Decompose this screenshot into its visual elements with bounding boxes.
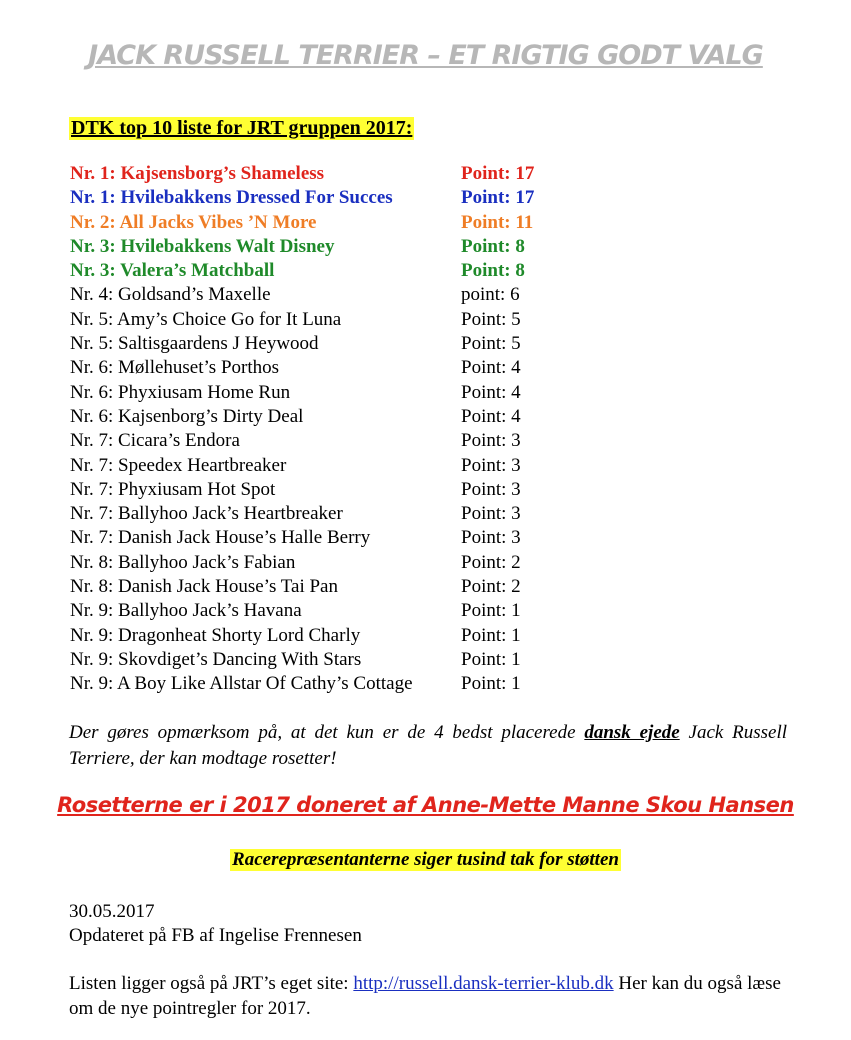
ranking-list <box>70 162 590 697</box>
footer-text <box>69 971 787 1021</box>
thanks-line: Racerepræsentanterne siger tusind tak for støtten <box>232 849 619 870</box>
ranking-name: Nr. 7: Ballyhoo Jack’s Heartbreaker <box>70 503 343 525</box>
ranking-points: Point: 1 <box>461 624 521 646</box>
ranking-name: Nr. 7: Cicara’s Endora <box>70 430 240 452</box>
ranking-row <box>70 186 590 210</box>
note-text-before: Der gøres opmærksom på, at det kun er de 4 bedst placerede <box>69 722 585 743</box>
ranking-points: Point: 17 <box>461 163 535 184</box>
ranking-row <box>70 162 590 186</box>
ranking-row <box>70 478 590 502</box>
ranking-name: Nr. 8: Danish Jack House’s Tai Pan <box>70 576 338 598</box>
ranking-row <box>70 211 590 235</box>
ranking-row <box>70 599 590 623</box>
ranking-row <box>70 283 590 307</box>
ranking-points: Point: 1 <box>461 600 521 622</box>
ranking-points: point: 6 <box>461 284 520 306</box>
ranking-name: Nr. 5: Amy’s Choice Go for It Luna <box>70 308 342 330</box>
ranking-name: Nr. 6: Phyxiusam Home Run <box>70 381 291 403</box>
list-heading: DTK top 10 liste for JRT gruppen 2017: <box>71 117 413 139</box>
ranking-name: Nr. 7: Danish Jack House’s Halle Berry <box>70 527 371 549</box>
ranking-points: Point: 4 <box>461 381 521 403</box>
ranking-row <box>70 235 590 259</box>
page-title: JACK RUSSELL TERRIER – ET RIGTIG GODT VALG <box>88 40 763 71</box>
ranking-points: Point: 3 <box>461 454 521 476</box>
ranking-name: Nr. 6: Kajsenborg’s Dirty Deal <box>70 405 304 427</box>
ranking-name: Nr. 7: Phyxiusam Hot Spot <box>70 478 276 500</box>
ranking-name: Nr. 5: Saltisgaardens J Heywood <box>70 333 319 355</box>
ranking-row <box>70 648 590 672</box>
ranking-points: Point: 4 <box>461 357 521 379</box>
ranking-points: Point: 3 <box>461 503 521 525</box>
ranking-points: Point: 17 <box>461 187 535 209</box>
note-text-after: Jack Russell Terriere, der kan modtage rosetter! <box>69 722 788 769</box>
ranking-points: Point: 5 <box>461 308 521 330</box>
ranking-name: Nr. 8: Ballyhoo Jack’s Fabian <box>70 551 296 573</box>
ranking-name: Nr. 9: Ballyhoo Jack’s Havana <box>70 600 302 622</box>
ranking-row <box>70 381 590 405</box>
donor-line: Rosetterne er i 2017 doneret af Anne-Mette Manne Skou Hansen <box>57 793 794 817</box>
ranking-points: Point: 8 <box>461 260 525 282</box>
ranking-name: Nr. 4: Goldsand’s Maxelle <box>70 284 271 306</box>
thanks-container <box>0 849 851 871</box>
ranking-row <box>70 405 590 429</box>
ranking-name: Nr. 1: Hvilebakkens Dressed For Succes <box>70 187 393 209</box>
ranking-points: Point: 2 <box>461 576 521 598</box>
footer-text-before: Listen ligger også på JRT’s eget site: <box>69 973 354 994</box>
ranking-name: Nr. 2: All Jacks Vibes ’N More <box>70 211 317 233</box>
ranking-name: Nr. 3: Hvilebakkens Walt Disney <box>70 235 335 257</box>
ranking-name: Nr. 9: Dragonheat Shorty Lord Charly <box>70 624 361 646</box>
note-emphasis: dansk ejede <box>584 722 680 743</box>
ranking-name: Nr. 1: Kajsensborg’s Shameless <box>70 163 325 184</box>
ranking-row <box>70 259 590 283</box>
ranking-points: Point: 5 <box>461 333 521 355</box>
ranking-row <box>70 308 590 332</box>
ranking-row <box>70 526 590 550</box>
ranking-row <box>70 332 590 356</box>
ranking-points: Point: 1 <box>461 673 521 695</box>
ranking-row <box>70 429 590 453</box>
ranking-points: Point: 3 <box>461 478 521 500</box>
ranking-name: Nr. 9: A Boy Like Allstar Of Cathy’s Cottage <box>70 673 413 695</box>
date-line: 30.05.2017 <box>69 901 155 922</box>
ranking-row <box>70 502 590 526</box>
rosette-note <box>69 720 787 772</box>
updated-line: Opdateret på FB af Ingelise Frennesen <box>69 925 362 946</box>
ranking-row <box>70 624 590 648</box>
ranking-name: Nr. 3: Valera’s Matchball <box>70 260 275 282</box>
ranking-points: Point: 11 <box>461 211 534 233</box>
site-link[interactable]: http://russell.dansk-terrier-klub.dk <box>353 973 614 994</box>
ranking-points: Point: 2 <box>461 551 521 573</box>
ranking-row <box>70 575 590 599</box>
ranking-points: Point: 1 <box>461 648 521 670</box>
ranking-name: Nr. 9: Skovdiget’s Dancing With Stars <box>70 648 362 670</box>
ranking-row <box>70 356 590 380</box>
ranking-name: Nr. 6: Møllehuset’s Porthos <box>70 357 280 379</box>
ranking-points: Point: 3 <box>461 527 521 549</box>
ranking-name: Nr. 7: Speedex Heartbreaker <box>70 454 287 476</box>
ranking-row <box>70 672 590 696</box>
ranking-row <box>70 454 590 478</box>
ranking-points: Point: 8 <box>461 235 525 257</box>
ranking-points: Point: 3 <box>461 430 521 452</box>
footer-text-after: Her kan du også læse om de nye pointregler for 2017. <box>69 973 781 1019</box>
ranking-row <box>70 551 590 575</box>
ranking-points: Point: 4 <box>461 405 521 427</box>
